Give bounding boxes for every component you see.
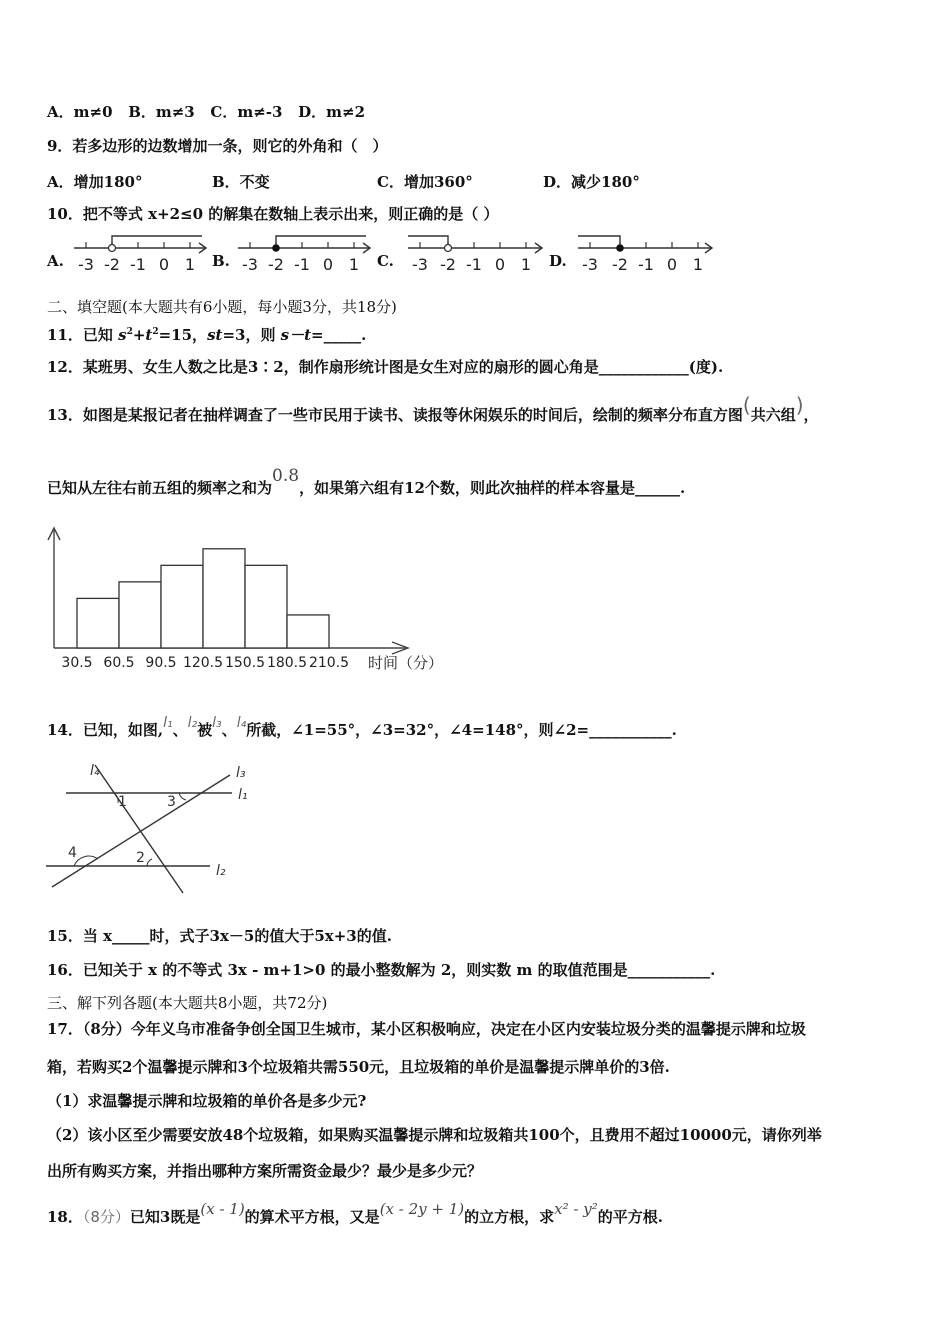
q17-part1: （1）求温馨提示牌和垃圾箱的单价各是多少元? — [47, 1092, 367, 1110]
q17-line1: 17．（8分）今年义乌市准备争创全国卫生城市，某小区积极响应，决定在小区内安装垃圾分类的温馨提示牌和垃圾 — [47, 1020, 806, 1038]
histogram-bar — [287, 615, 329, 648]
histogram-bar — [203, 549, 245, 648]
x-tick-label: 120.5 — [182, 655, 224, 671]
histogram-bar — [245, 565, 287, 648]
label-l4: l₄ — [90, 763, 100, 779]
line-l3 — [52, 775, 230, 887]
tick-label: 0 — [494, 255, 506, 274]
expr-1: (x - 1) — [200, 1200, 245, 1218]
x-tick-label: 30.5 — [61, 655, 93, 671]
label-l1: l₁ — [238, 787, 248, 803]
q11-question: 11．已知 $s^2+t^2=15$，st=3，则 s－t=_____. — [47, 326, 367, 344]
q10-option-b-letter: B. — [212, 252, 230, 270]
x-tick-label: 210.5 — [308, 655, 350, 671]
angle-2: 2 — [136, 850, 145, 866]
tick-label: 1 — [348, 255, 360, 274]
tick-label: 0 — [666, 255, 678, 274]
tick-label: -1 — [130, 255, 146, 274]
expr-3: x² - y² — [554, 1200, 598, 1218]
q9-option-c: C．增加360° — [377, 173, 473, 191]
tick-label: 1 — [184, 255, 196, 274]
tick-label: 1 — [520, 255, 532, 274]
q17-part2-line1: （2）该小区至少需要安放48个垃圾箱，如果购买温馨提示牌和垃圾箱共100个，且费用不超过10000元，请你列举 — [47, 1126, 822, 1144]
tick-label: -1 — [638, 255, 654, 274]
histogram-bar — [119, 582, 161, 648]
q14-question: 14．已知，如图,l₁、l₂被l₃、l₄所截，∠1=55°，∠3=32°，∠4=148°，则∠2=___________. — [47, 715, 677, 739]
q9-option-a: A．增加180° — [47, 173, 143, 191]
histogram-bar — [77, 598, 119, 648]
tick-label: -3 — [412, 255, 428, 274]
q9-question: 9．若多边形的边数增加一条，则它的外角和（ ） — [47, 137, 388, 155]
tick-label: 0 — [322, 255, 334, 274]
number-line-a — [72, 230, 212, 274]
parallel-lines-figure — [40, 755, 260, 895]
tick-label: -2 — [612, 255, 628, 274]
expr-2: (x - 2y + 1) — [379, 1200, 465, 1218]
q10-option-a-letter: A. — [47, 252, 64, 270]
q18-question: 18．（8分）已知3既是(x - 1)的算术平方根，又是(x - 2y + 1)的立方根，求x² - y²的平方根. — [47, 1200, 663, 1226]
q16-question: 16．已知关于 x 的不等式 3x - m+1>0 的最小整数解为 2，则实数 m 的取值范围是___________. — [47, 961, 716, 979]
tick-label: 1 — [692, 255, 704, 274]
number-line-d — [576, 230, 718, 274]
tick-label: -2 — [440, 255, 456, 274]
q12-question: 12．某班男、女生人数之比是3∶2，制作扇形统计图是女生对应的扇形的圆心角是____________(度). — [47, 358, 724, 376]
line-l4 — [95, 765, 183, 893]
q17-part2-line2: 出所有购买方案，并指出哪种方案所需资金最少？最少是多少元？ — [47, 1162, 483, 1180]
q9-option-b: B．不变 — [212, 173, 270, 191]
label-l2: l₂ — [216, 863, 226, 879]
tick-label: -3 — [582, 255, 598, 274]
q17-line2: 箱，若购买2个温馨提示牌和3个垃圾箱共需550元，且垃圾箱的单价是温馨提示牌单价的3倍. — [47, 1058, 670, 1076]
x-tick-label: 90.5 — [145, 655, 177, 671]
frequency-histogram — [40, 520, 460, 680]
section-3-heading: 三、解下列各题(本大题共8小题，共72分) — [47, 994, 328, 1012]
q10-question: 10．把不等式 x+2≤0 的解集在数轴上表示出来，则正确的是（ ） — [47, 205, 499, 223]
x-tick-label: 60.5 — [103, 655, 135, 671]
angle-3: 3 — [167, 794, 176, 810]
q8-option-c: C．m≠-3 — [210, 103, 283, 121]
tick-label: -2 — [268, 255, 284, 274]
tick-label: -1 — [466, 255, 482, 274]
angle-1: 1 — [118, 794, 127, 810]
q8-option-d: D．m≠2 — [298, 103, 366, 121]
number-line-b — [236, 230, 376, 274]
x-tick-label: 180.5 — [266, 655, 308, 671]
tick-label: -3 — [242, 255, 258, 274]
section-2-heading: 二、填空题(本大题共有6小题，每小题3分，共18分) — [47, 298, 397, 316]
q8-options — [47, 102, 365, 122]
q9-option-d: D．减少180° — [543, 173, 640, 191]
q8-option-a: A．m≠0 — [47, 103, 113, 121]
q10-option-c-letter: C. — [377, 252, 394, 270]
x-tick-label: 150.5 — [224, 655, 266, 671]
label-l3: l₃ — [236, 765, 246, 781]
histogram-bar — [161, 565, 203, 648]
tick-label: -3 — [78, 255, 94, 274]
x-axis-label: 时间（分） — [368, 654, 444, 672]
q13-line2: 已知从左往右前五组的频率之和为0.8，如果第六组有12个数，则此次抽样的样本容量是______. — [47, 466, 686, 497]
angle-4: 4 — [68, 845, 77, 861]
freq-value: 0.8 — [272, 466, 300, 486]
tick-label: -2 — [104, 255, 120, 274]
tick-label: -1 — [294, 255, 310, 274]
q10-option-d-letter: D. — [549, 252, 567, 270]
number-line-c — [406, 230, 548, 274]
q13-line1: 13．如图是某报记者在抽样调查了一些市民用于读书、读报等休闲娱乐的时间后，绘制的频率分布直方图(共六组)， — [47, 393, 819, 424]
q8-option-b: B．m≠3 — [128, 103, 195, 121]
q15-question: 15．当 x_____时，式子3x－5的值大于5x+3的值. — [47, 927, 392, 945]
tick-label: 0 — [158, 255, 170, 274]
